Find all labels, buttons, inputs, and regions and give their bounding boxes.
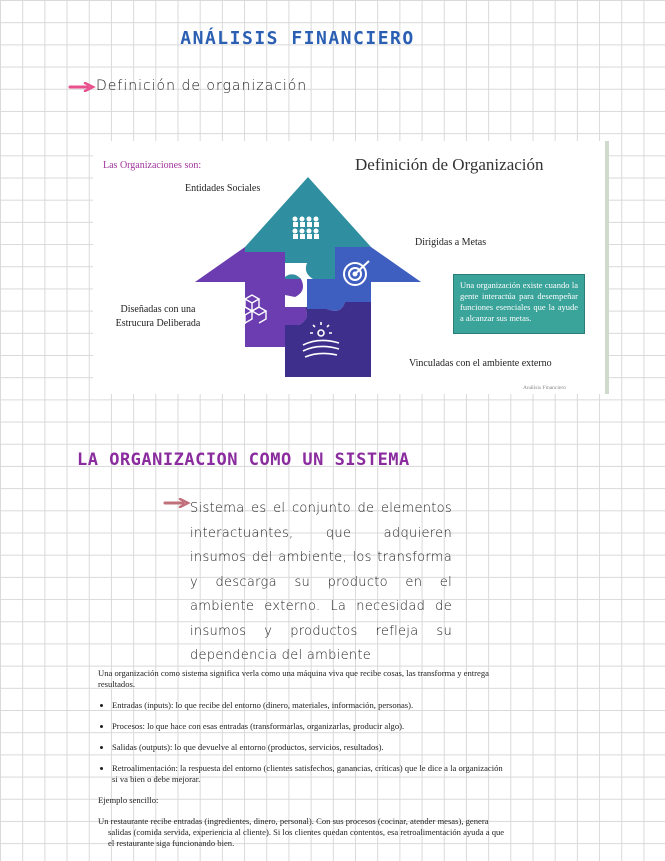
example-label: Ejemplo sencillo: (98, 795, 159, 805)
list-item: • Salidas (outputs): lo que devuelve al entorno (productos, servicios, resultados). (112, 742, 510, 753)
sistema-definition: Sistema es el conjunto de elementos interactuantes, que adquieren insumos del ambiente, los transforma y descarga su producto en el ambiente externo. La necesidad de insumos y productos refleja su dependencia del ambiente (190, 501, 452, 663)
list-item: • Entradas (inputs): lo que recibe del entorno (dinero, materiales, información, personas). (112, 700, 510, 711)
arrow-marker-icon (163, 498, 191, 508)
notes-block (98, 668, 510, 859)
puzzle-house-diagram (195, 167, 421, 379)
label-dirigidas-metas: Dirigidas a Metas (415, 237, 487, 248)
section-heading-definicion: Definición de organización (96, 78, 308, 94)
slide-label: Las Organizaciones son: (103, 160, 202, 171)
label-estructura-deliberada: Diseñadas con una Estrucura Deliberada (115, 304, 201, 329)
notes-list (98, 700, 510, 785)
arrow-marker-icon (68, 82, 96, 92)
example-text: Un restaurante recibe entradas (ingredientes, dinero, personal). Con sus procesos (cocinar, atender mesas), genera salidas (comida servida, experiencia al cliente). Si los clientes quedan contentos, esa retroalimentación ayuda a que el restaurante siga funcionando bien. (98, 816, 505, 848)
slide-footer: Análisis Financiero (523, 385, 566, 391)
label-entidades-sociales: Entidades Sociales (185, 183, 261, 194)
section-heading-sistema: LA ORGANIZACION COMO UN SISTEMA (77, 450, 410, 470)
definition-slide (93, 141, 609, 394)
label-ambiente-externo: Vinculadas con el ambiente externo (409, 358, 552, 369)
list-item: • Retroalimentación: la respuesta del entorno (clientes satisfechos, ganancias, críticas) que le dice a la organización si va bien o debe mejorar. (112, 763, 510, 785)
slide-title: Definición de Organización (355, 155, 544, 174)
list-item: • Procesos: lo que hace con esas entradas (transformarlas, organizarlas, producir algo). (112, 721, 510, 732)
page-title: ANÁLISIS FINANCIERO (180, 28, 415, 49)
definition-callout: Una organización existe cuando la gente interactúa para desempeñar funciones esenciales que la ayude a alcanzar sus metas. (453, 274, 585, 334)
notes-intro: Una organización como sistema significa verla como una máquina viva que recibe cosas, las transforma y entrega resultados. (98, 668, 489, 689)
